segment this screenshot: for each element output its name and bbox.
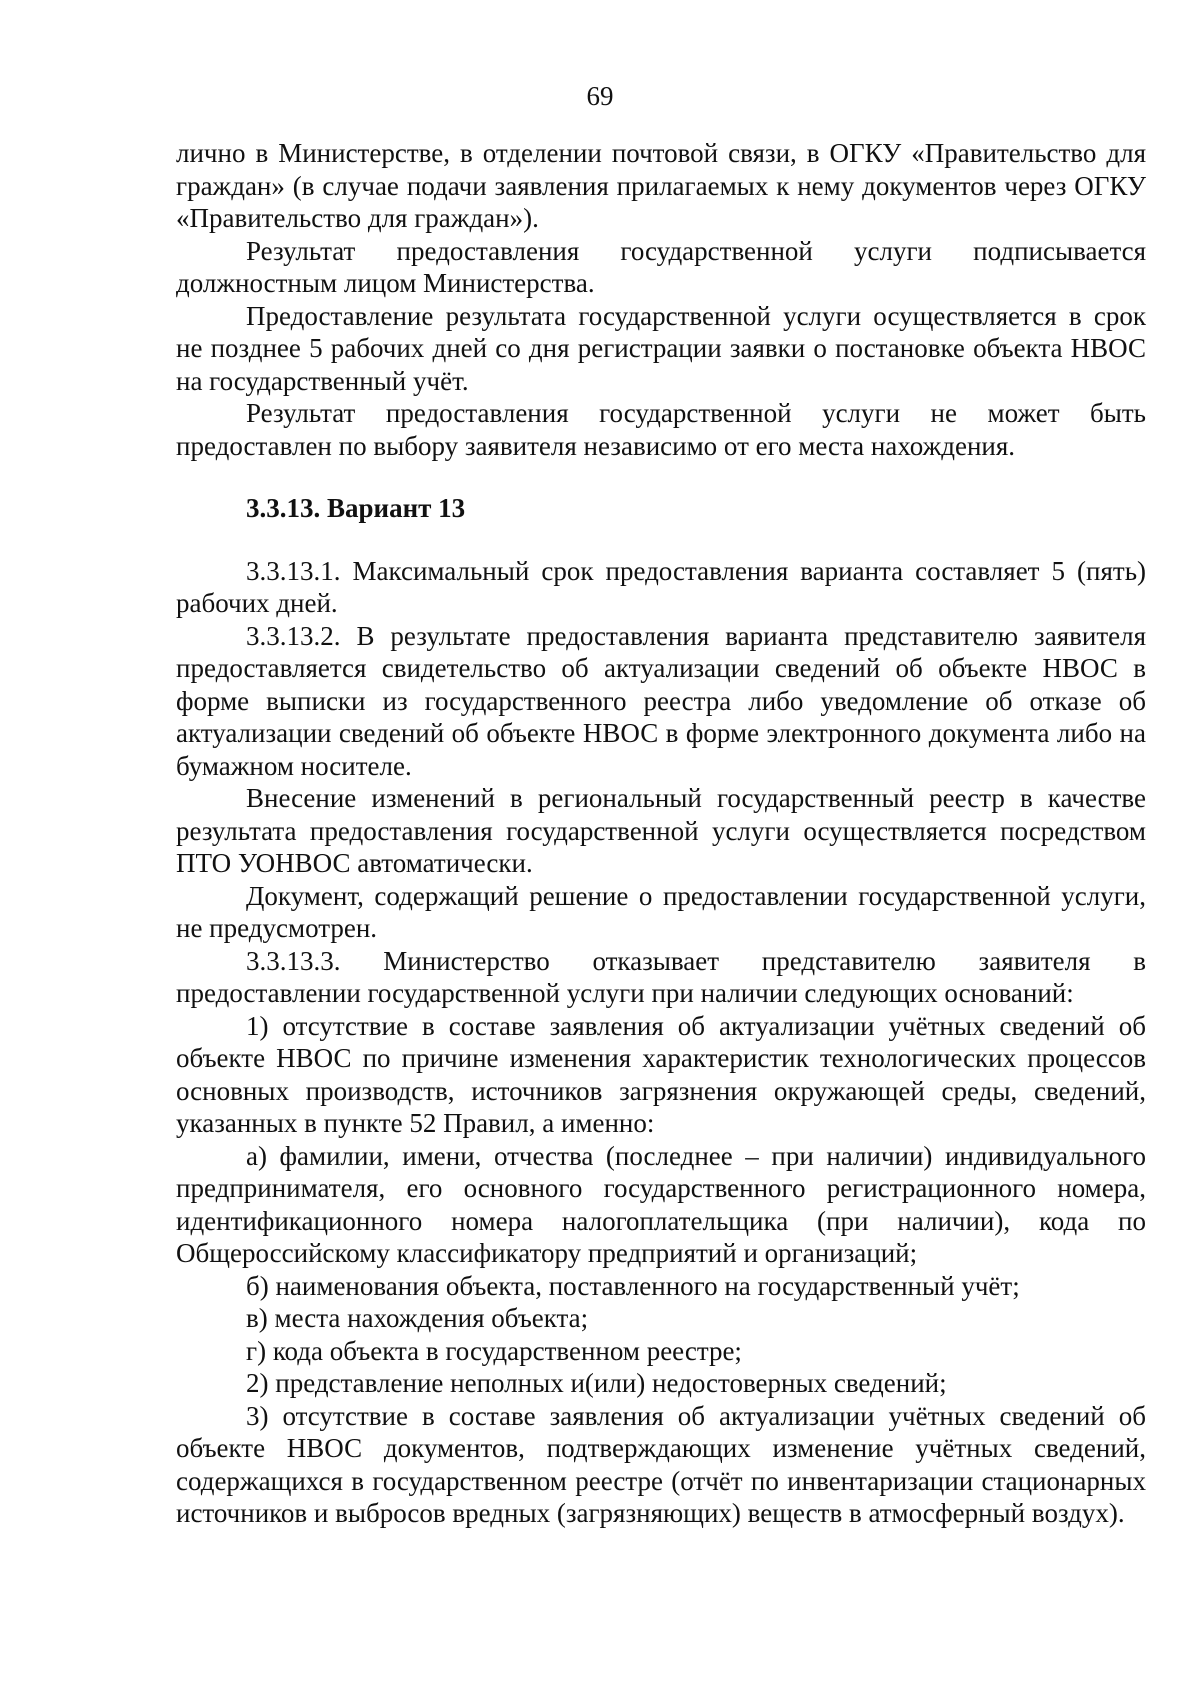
paragraph: 3.3.13.3. Министерство отказывает представителю заявителя в предоставлении государственной услуги при наличии следующих оснований: — [176, 945, 1146, 1008]
page-number: 69 — [586, 81, 614, 111]
paragraph: Внесение изменений в региональный государственный реестр в качестве результата предоставления государственной услуги осуществляется посредством ПТО УОНВОС автоматически. — [176, 783, 1146, 878]
list-item: г) кода объекта в государственном реестре; — [246, 1335, 742, 1366]
paragraph: лично в Министерстве, в отделении почтовой связи, в ОГКУ «Правительство для граждан» (в случае подачи заявления прилагаемых к нему документов через ОГКУ «Правительство для граждан»). — [176, 138, 1146, 233]
paragraph: Результат предоставления государственной услуги подписывается должностным лицом Министерства. — [176, 235, 1146, 298]
paragraph: Предоставление результата государственной услуги осуществляется в срок не позднее 5 рабочих дней со дня регистрации заявки о постановке объекта НВОС на государственный учёт. — [176, 300, 1146, 396]
paragraph: 3.3.13.2. В результате предоставления варианта представителю заявителя предоставляется свидетельство об актуализации сведений об объекте НВОС в форме выписки из государственного реестра либо уведомление об отказе об актуализации сведений об объекте НВОС в форме электронного документа либо на бумажном носителе. — [176, 620, 1146, 781]
document-body — [176, 137, 1146, 1530]
list-item: 3) отсутствие в составе заявления об актуализации учётных сведений об объекте НВОС документов, подтверждающих изменение учётных сведений, содержащихся в государственном реестре (отчёт по инвентаризации стационарных источников и выбросов вредных (загрязняющих) веществ в атмосферный воздух). — [176, 1400, 1146, 1528]
paragraph: Результат предоставления государственной услуги не может быть предоставлен по выбору заявителя независимо от его места нахождения. — [176, 398, 1146, 461]
list-item: а) фамилии, имени, отчества (последнее – при наличии) индивидуального предпринимателя, его основного государственного регистрационного номера, идентификационного номера налогоплательщика (при наличии), кода по Общероссийскому классификатору предприятий и организаций; — [176, 1140, 1146, 1268]
list-item: б) наименования объекта, поставленного на государственный учёт; — [246, 1270, 1020, 1301]
list-item: в) места нахождения объекта; — [246, 1303, 589, 1333]
list-item: 2) представление неполных и(или) недостоверных сведений; — [246, 1368, 947, 1398]
list-item: 1) отсутствие в составе заявления об актуализации учётных сведений об объекте НВОС по причине изменения характеристик технологических процессов основных производств, источников загрязнения окружающей среды, сведений, указанных в пункте 52 Правил, а именно: — [176, 1010, 1146, 1138]
section-heading: 3.3.13. Вариант 13 — [246, 493, 466, 523]
paragraph: 3.3.13.1. Максимальный срок предоставления варианта составляет 5 (пять) рабочих дней. — [176, 555, 1146, 618]
paragraph: Документ, содержащий решение о предоставлении государственной услуги, не предусмотрен. — [176, 880, 1146, 943]
